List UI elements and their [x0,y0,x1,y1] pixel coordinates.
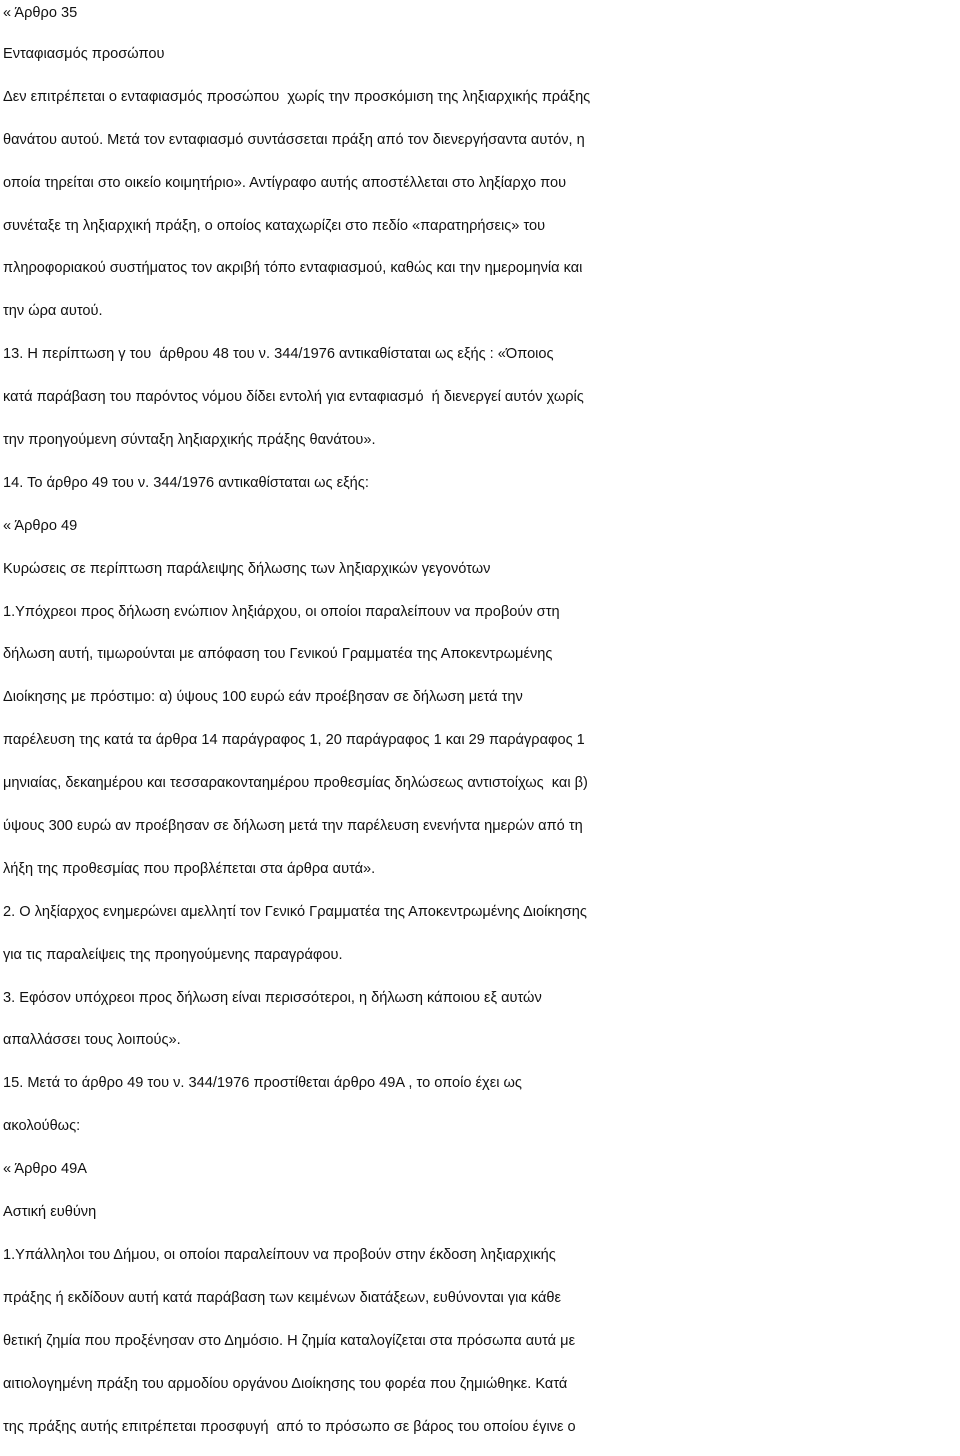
text-line: 13. Η περίπτωση γ του άρθρου 48 του ν. 344/1976 αντικαθίσταται ως εξής : «Όποιος [3,341,960,384]
text-line: 2. Ο ληξίαρχος ενημερώνει αμελλητί τον Γενικό Γραμματέα της Αποκεντρωμένης Διοίκησης [3,899,960,942]
text-line: 3. Εφόσον υπόχρεοι προς δήλωση είναι περισσότεροι, η δήλωση κάποιου εξ αυτών [3,985,960,1028]
text-line: ύψους 300 ευρώ αν προέβησαν σε δήλωση μετά την παρέλευση ενενήντα ημερών από τη [3,813,960,856]
text-line: Ενταφιασμός προσώπου [3,41,960,84]
text-line: θανάτου αυτού. Μετά τον ενταφιασμό συντάσσεται πράξη από τον διενεργήσαντα αυτόν, η [3,127,960,170]
text-line: ακολούθως: [3,1113,960,1156]
text-line: Διοίκησης με πρόστιμο: α) ύψους 100 ευρώ εάν προέβησαν σε δήλωση μετά την [3,684,960,727]
text-line: για τις παραλείψεις της προηγούμενης παραγράφου. [3,942,960,985]
text-line: Αστική ευθύνη [3,1199,960,1242]
text-line: μηνιαίας, δεκαημέρου και τεσσαρακονταημέρου προθεσμίας δηλώσεως αντιστοίχως και β) [3,770,960,813]
text-line: παρέλευση της κατά τα άρθρα 14 παράγραφος 1, 20 παράγραφος 1 και 29 παράγραφος 1 [3,727,960,770]
text-line: 1.Υπάλληλοι του Δήμου, οι οποίοι παραλείπουν να προβούν στην έκδοση ληξιαρχικής [3,1242,960,1285]
text-line: την προηγούμενη σύνταξη ληξιαρχικής πράξης θανάτου». [3,427,960,470]
text-line: κατά παράβαση του παρόντος νόμου δίδει εντολή για ενταφιασμό ή διενεργεί αυτόν χωρίς [3,384,960,427]
text-line: 14. Το άρθρο 49 του ν. 344/1976 αντικαθίσταται ως εξής: [3,470,960,513]
text-line: πράξης ή εκδίδουν αυτή κατά παράβαση των κειμένων διατάξεων, ευθύνονται για κάθε [3,1285,960,1328]
text-line: οποία τηρείται στο οικείο κοιμητήριο». Αντίγραφο αυτής αποστέλλεται στο ληξίαρχο που [3,170,960,213]
text-line: θετική ζημία που προξένησαν στο Δημόσιο. Η ζημία καταλογίζεται στα πρόσωπα αυτά με [3,1328,960,1371]
text-line: την ώρα αυτού. [3,298,960,341]
text-line: της πράξης αυτής επιτρέπεται προσφυγή από το πρόσωπο σε βάρος του οποίου έγινε ο [3,1414,960,1456]
text-line: « Άρθρο 49Α [3,1156,960,1199]
text-line: Δεν επιτρέπεται ο ενταφιασμός προσώπου χωρίς την προσκόμιση της ληξιαρχικής πράξης [3,84,960,127]
text-line: πληροφοριακού συστήματος τον ακριβή τόπο ενταφιασμού, καθώς και την ημερομηνία και [3,255,960,298]
text-line: δήλωση αυτή, τιμωρούνται με απόφαση του Γενικού Γραμματέα της Αποκεντρωμένης [3,641,960,684]
text-line: Κυρώσεις σε περίπτωση παράλειψης δήλωσης των ληξιαρχικών γεγονότων [3,556,960,599]
text-line: αιτιολογημένη πράξη του αρμοδίου οργάνου Διοίκησης του φορέα που ζημιώθηκε. Κατά [3,1371,960,1414]
text-line: 1.Υπόχρεοι προς δήλωση ενώπιον ληξιάρχου, οι οποίοι παραλείπουν να προβούν στη [3,599,960,642]
text-line: απαλλάσσει τους λοιπούς». [3,1027,960,1070]
text-line: « Άρθρο 35 [3,0,960,41]
text-line: συνέταξε τη ληξιαρχική πράξη, ο οποίος καταχωρίζει στο πεδίο «παρατηρήσεις» του [3,213,960,256]
text-line: 15. Μετά το άρθρο 49 του ν. 344/1976 προστίθεται άρθρο 49Α , το οποίο έχει ως [3,1070,960,1113]
document-text [3,0,960,1456]
text-line: « Άρθρο 49 [3,513,960,556]
text-line: λήξη της προθεσμίας που προβλέπεται στα άρθρα αυτά». [3,856,960,899]
